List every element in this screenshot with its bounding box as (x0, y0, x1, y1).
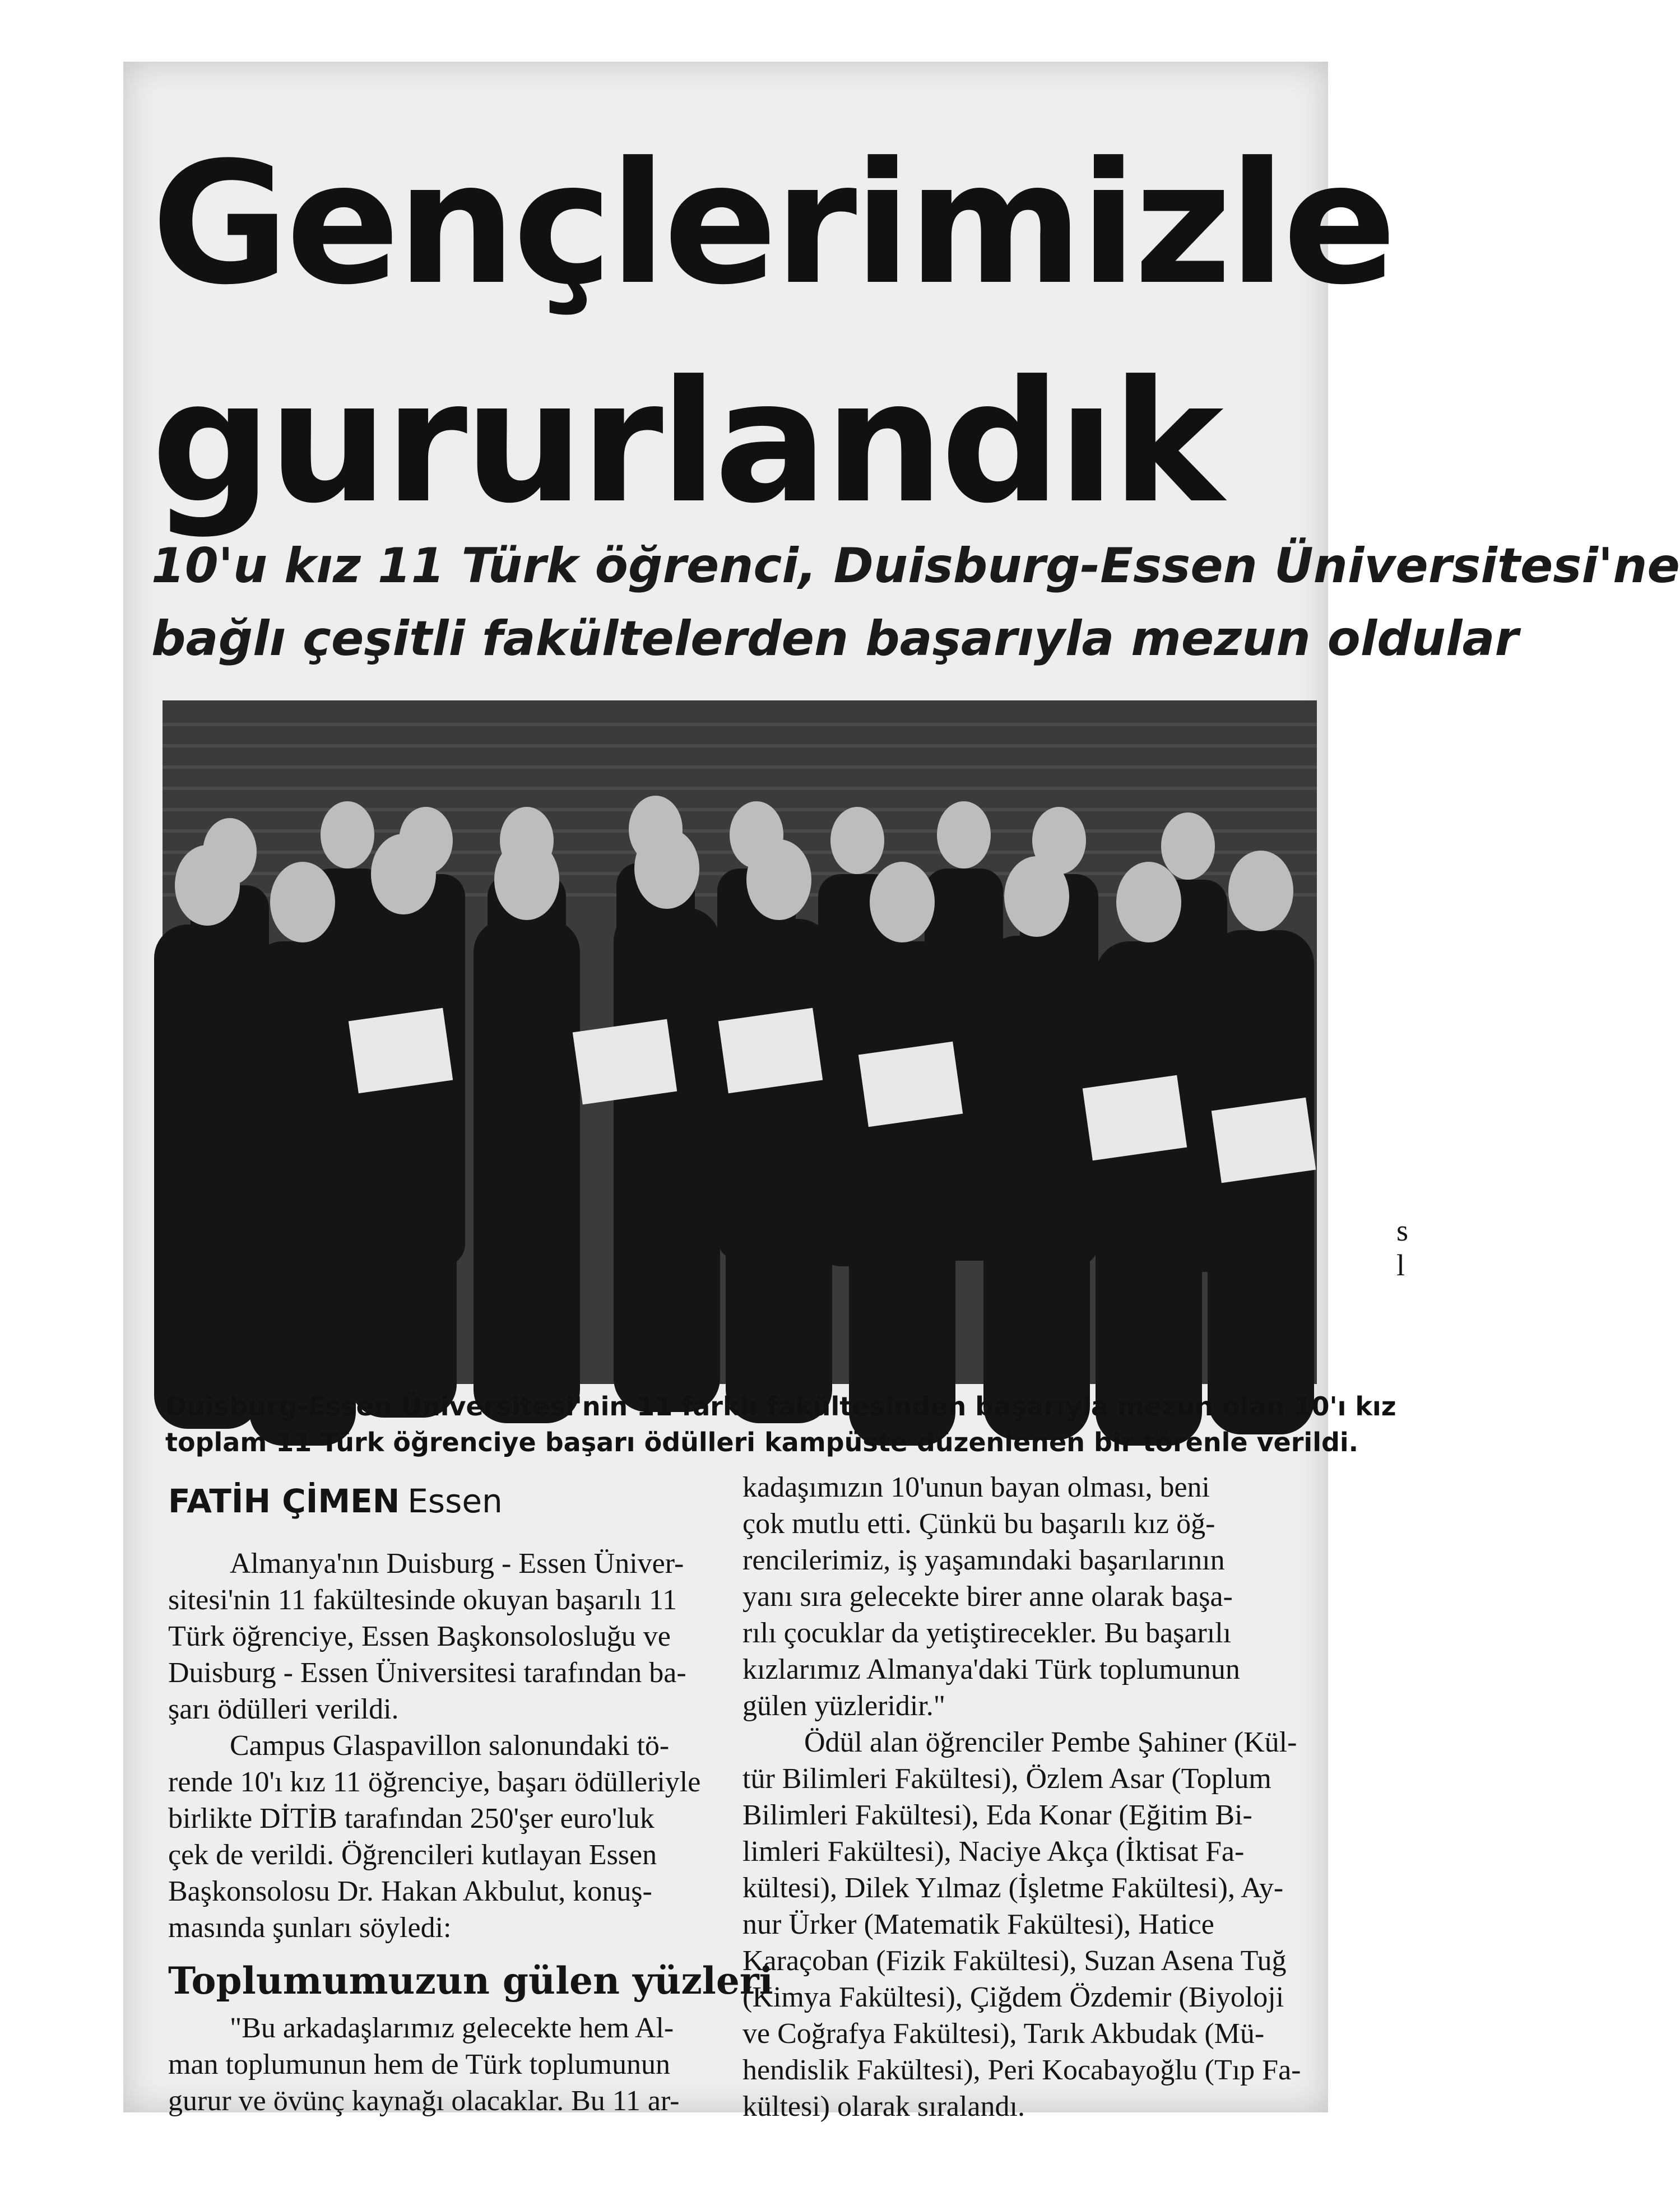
person-face (746, 839, 811, 920)
article-line: Bilimleri Fakültesi), Eda Konar (Eğitim Bi- (742, 1799, 1252, 1831)
article-line: şarı ödülleri verildi. (168, 1693, 399, 1725)
article-line: rende 10'ı kız 11 öğrenciye, başarı ödülleriyle (168, 1766, 701, 1798)
byline-author: FATİH ÇİMEN (168, 1482, 400, 1520)
diploma (573, 1019, 677, 1104)
person-face (1161, 812, 1215, 880)
byline (168, 1479, 728, 1523)
people-group (154, 796, 1396, 1446)
article-line: gülen yüzleridir." (742, 1690, 946, 1722)
article-line: Başkonsolosu Dr. Hakan Akbulut, konuş- (168, 1875, 652, 1907)
article-line: kadaşımızın 10'unun bayan olması, beni (742, 1471, 1210, 1503)
person-face (1228, 851, 1293, 931)
graduation-group-photo (163, 700, 1317, 1384)
article-line: nur Ürker (Matematik Fakültesi), Hatice (742, 1908, 1214, 1940)
person-body (249, 941, 356, 1446)
article-line: gurur ve övünç kaynağı olacaklar. Bu 11 ar- (168, 2085, 680, 2117)
person-face (1004, 856, 1069, 937)
headline-line: Gençlerimizle (151, 126, 1394, 322)
diploma (858, 1042, 963, 1127)
article-line: man toplumunun hem de Türk toplumunun (168, 2049, 670, 2080)
article-line: yanı sıra gelecekte birer anne olarak başa- (742, 1581, 1233, 1613)
article-line: ve Coğrafya Fakültesi), Tarık Akbudak (Mü- (742, 2018, 1265, 2050)
article-line: "Bu arkadaşlarımız gelecekte hem Al- (230, 2012, 674, 2044)
cut-off-adjacent-text (1396, 1213, 1408, 1283)
person-face (1116, 862, 1181, 942)
person-body (350, 913, 457, 1418)
person-face (175, 845, 240, 926)
diploma (718, 1008, 823, 1093)
article-line: kızlarımız Almanya'daki Türk toplumunun (742, 1654, 1240, 1685)
caption-line: Duisburg-Essen Üniversitesi'nin 11 farklı fakültesinden başarıyla mezun olan 10'ı kız (165, 1391, 1396, 1422)
blind-slat (163, 744, 1317, 747)
diploma (349, 1008, 453, 1093)
article-line: Ödül alan öğrenciler Pembe Şahiner (Kül- (804, 1726, 1297, 1758)
article-line: çek de verildi. Öğrencileri kutlayan Essen (168, 1839, 657, 1871)
person-face (830, 807, 884, 874)
byline-city: Essen (407, 1482, 503, 1520)
edge-letter: l (1396, 1248, 1405, 1282)
person-body (614, 908, 720, 1412)
person-face (870, 862, 935, 942)
blind-slat (163, 723, 1317, 726)
person-body (154, 925, 261, 1429)
article-line: Duisburg - Essen Üniversitesi tarafından ba- (168, 1657, 686, 1689)
article-line: tür Bilimleri Fakültesi), Özlem Asar (Toplum (742, 1763, 1271, 1795)
article-line: rılı çocuklar da yetiştirecekler. Bu başarılı (742, 1617, 1232, 1649)
article-subhead: Toplumumuzun gülen yüzleri (168, 1959, 773, 2003)
article-line: Campus Glaspavillon salonundaki tö- (230, 1730, 670, 1762)
article-line: hendislik Fakültesi), Peri Kocabayoğlu (Tıp Fa- (742, 2054, 1301, 2086)
person-face (634, 828, 699, 909)
diploma (1083, 1075, 1187, 1160)
subheadline-line: 10'u kız 11 Türk öğrenci, Duisburg-Essen Üniversitesi'ne (151, 538, 1680, 594)
person-body (1096, 941, 1202, 1446)
blind-slat (163, 765, 1317, 769)
article-line: masında şunları söyledi: (168, 1912, 452, 1944)
article-line: kültesi) olarak sıralandı. (742, 2091, 1025, 2123)
person-face (937, 801, 991, 869)
headline-line: gururlandık (151, 345, 1220, 540)
article-column-left (168, 1479, 773, 2119)
article-line: Karaçoban (Fizik Fakültesi), Suzan Asena Tuğ (742, 1945, 1287, 1977)
edge-letter: s (1396, 1214, 1409, 1247)
article-line: (Kimya Fakültesi), Çiğdem Özdemir (Biyoloji (742, 1981, 1284, 2013)
caption-line: toplam 11 Türk öğrenciye başarı ödülleri kampüste düzenlenen bir törenle verildi. (165, 1427, 1359, 1457)
group-photo-illustration (163, 700, 1317, 1384)
headline (151, 115, 1394, 552)
blind-slat (163, 787, 1317, 790)
person-body (474, 919, 580, 1423)
article-line: Türk öğrenciye, Essen Başkonsolosluğu ve (168, 1620, 671, 1652)
article-line: birlikte DİTİB tarafından 250'şer euro'luk (168, 1803, 655, 1835)
diploma (1212, 1098, 1316, 1183)
person-face (270, 862, 335, 942)
person-face (494, 839, 559, 920)
photo-caption (165, 1388, 1396, 1460)
article-line: limleri Fakültesi), Naciye Akça (İktisat Fa- (742, 1836, 1245, 1868)
article-line: kültesi), Dilek Yılmaz (İşletme Fakültesi), Ay- (742, 1872, 1284, 1904)
person-body (849, 941, 955, 1446)
article-line: sitesi'nin 11 fakültesinde okuyan başarılı 11 (168, 1584, 677, 1616)
article-line: Almanya'nın Duisburg - Essen Üniver- (230, 1548, 684, 1580)
person-body (726, 919, 832, 1423)
subheadline-line: bağlı çeşitli fakültelerden başarıyla mezun oldular (151, 611, 1519, 667)
person-body (983, 936, 1090, 1440)
article-column-right (742, 1469, 1303, 2125)
subheadline (151, 530, 1680, 675)
person-face (371, 834, 436, 914)
person-face (321, 801, 374, 869)
article-line: çok mutlu etti. Çünkü bu başarılı kız öğ- (742, 1508, 1215, 1540)
article-line: rencilerimiz, iş yaşamındaki başarılarının (742, 1544, 1225, 1576)
